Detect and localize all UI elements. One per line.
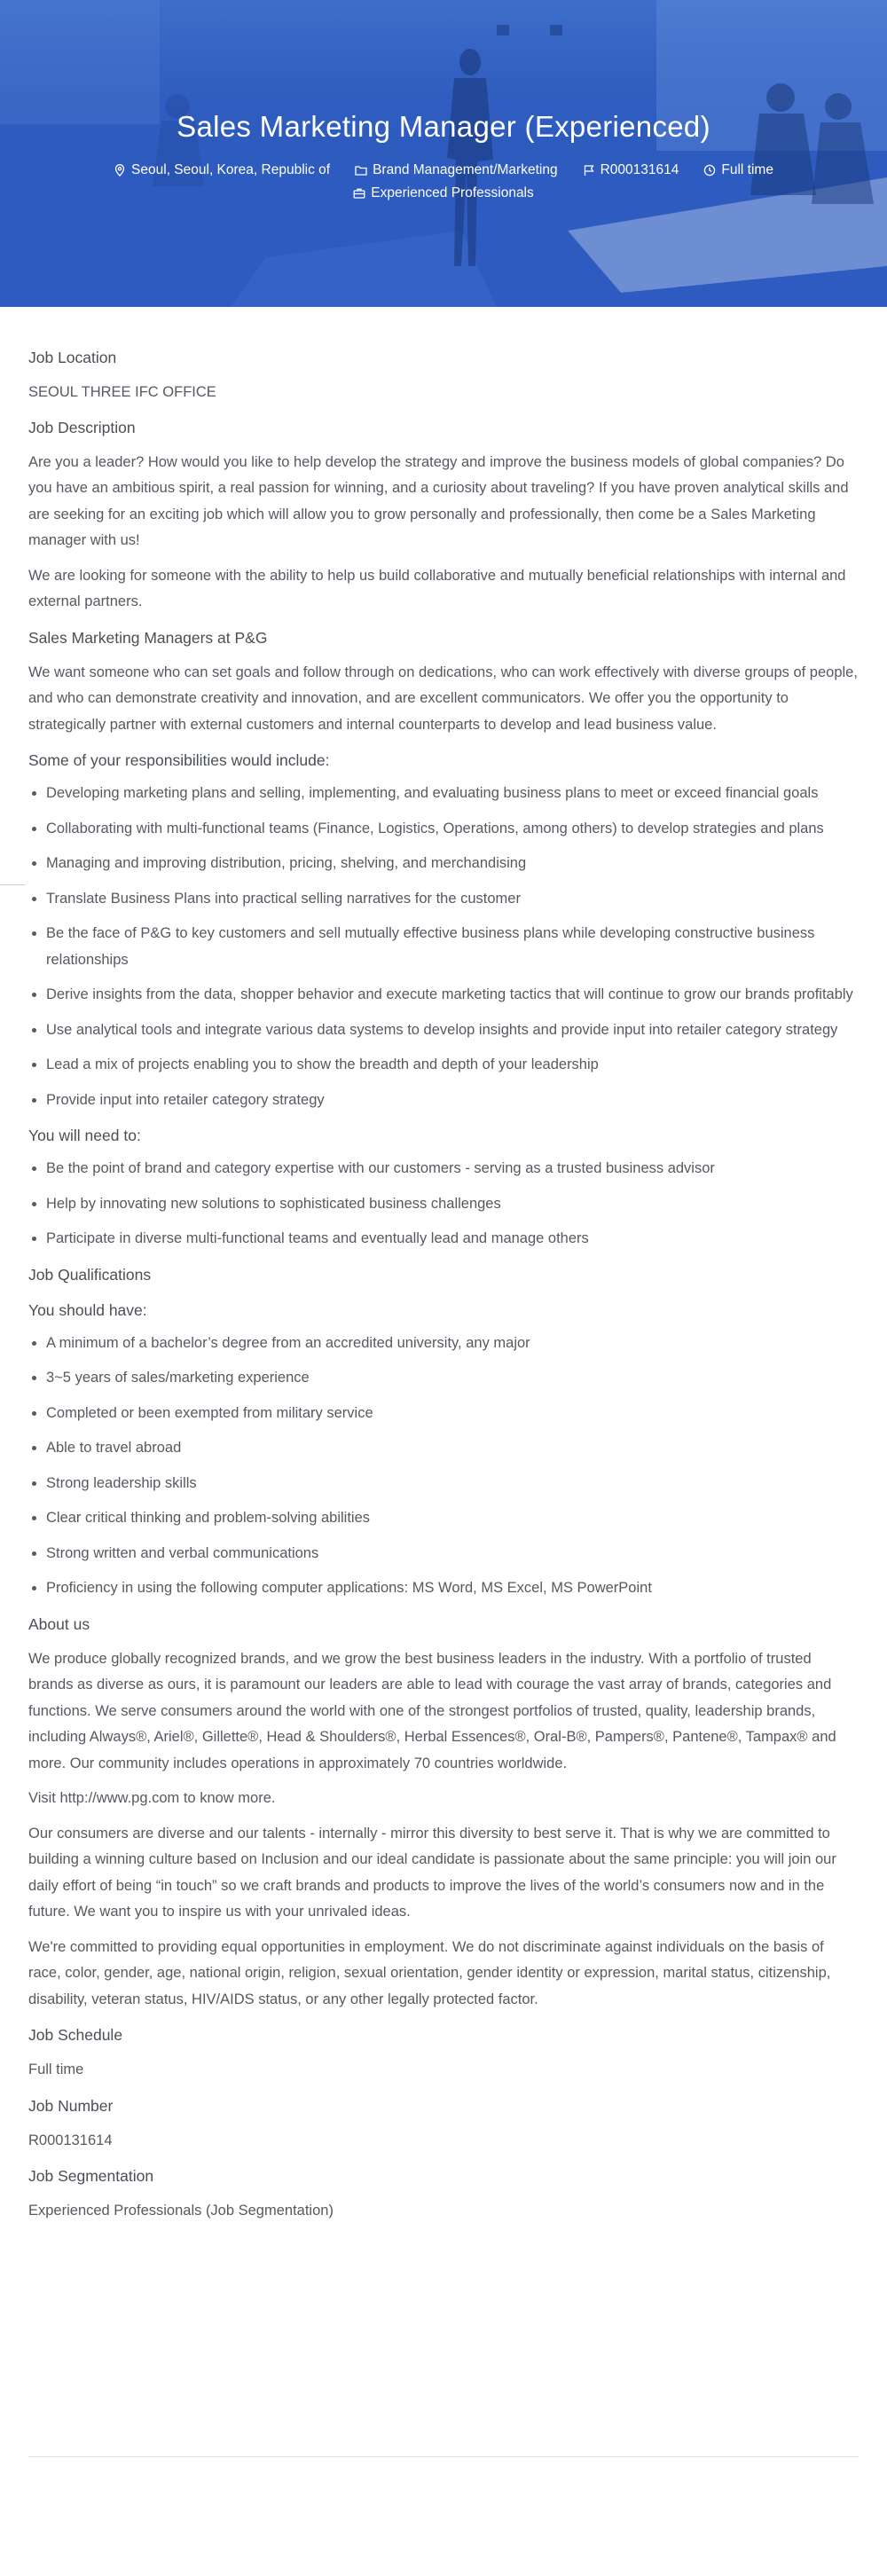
meta-job-id [583, 162, 679, 178]
list-item: • Strong written and verbal communications [46, 1541, 859, 1567]
location-text: Seoul, Seoul, Korea, Republic of [131, 162, 331, 177]
job-schedule-value: Full time [28, 2062, 84, 2077]
description-paragraph: Are you a leader? How would you like to help develop the strategy and improve the business models of global companies? Do you have an ambitious spirit, a real passion for winning, and a curiosity about traveling? If you have proven analytical skills and are seeking for an exciting job which will allow you to grow personally and professionally, then come be a Sales Marketing manager with us! [28, 453, 849, 548]
footer-divider [28, 2456, 859, 2457]
list-item: • Proficiency in using the following computer applications: MS Word, MS Excel, MS PowerPoint [46, 1575, 859, 1602]
job-id-text: R000131614 [600, 162, 679, 177]
location-pin-icon [114, 164, 126, 177]
list-item: • 3~5 years of sales/marketing experience [46, 1365, 859, 1392]
list-item: • Be the face of P&G to key customers and sell mutually effective business plans while developing constructive business relationships [46, 921, 859, 973]
should-have-heading: You should have: [28, 1300, 147, 1319]
meta-location [114, 162, 330, 178]
job-number-heading: Job Number [28, 2096, 114, 2115]
job-location-heading: Job Location [28, 349, 117, 366]
list-item: • Participate in diverse multi-functional teams and eventually lead and manage others [46, 1226, 859, 1253]
hero-background-photo [0, 0, 887, 307]
clock-icon [703, 164, 716, 177]
description-paragraph: We are looking for someone with the ability to help us build collaborative and mutually beneficial relationships with internal and external partners. [28, 567, 846, 609]
list-item: • Derive insights from the data, shopper behavior and execute marketing tactics that will continue to grow our brands profitably [46, 982, 859, 1009]
job-meta-row [0, 160, 887, 181]
responsibilities-heading: Some of your responsibilities would include: [28, 751, 330, 769]
flag-icon [583, 164, 595, 177]
job-details [28, 344, 859, 2225]
responsibilities-list [28, 781, 859, 1113]
list-item: • Managing and improving distribution, pricing, shelving, and merchandising [46, 851, 859, 877]
about-paragraph: We produce globally recognized brands, and we grow the best business leaders in the industry. With a portfolio of trusted brands as diverse as ours, it is paramount our leaders are able to lead with courage the vast array of brands, categories and functions. We serve consumers around the world with one of the strongest portfolios of trusted, quality, leadership brands, including Always®, Ariel®, Gillette®, Head & Shoulders®, Herbal Essences®, Oral-B®, Pampers®, Pantene®, Tampax® and more. Our community includes operations in approximately 70 countries worldwide. [28, 1650, 836, 1771]
list-item: • Strong leadership skills [46, 1471, 859, 1497]
job-qualifications-heading: Job Qualifications [28, 1265, 152, 1284]
list-item: • Completed or been exempted from military service [46, 1401, 859, 1427]
job-description-heading: Job Description [28, 418, 136, 436]
about-visit-link[interactable]: Visit http://www.pg.com to know more. [28, 1790, 276, 1806]
need-heading: You will need to: [28, 1127, 141, 1144]
job-segmentation-value: Experienced Professionals (Job Segmentation) [28, 2203, 334, 2219]
qualifications-list [28, 1331, 859, 1602]
schedule-text: Full time [721, 162, 773, 177]
needs-list [28, 1156, 859, 1253]
meta-level [353, 185, 534, 201]
list-item: • Be the point of brand and category expertise with our customers - serving as a trusted business advisor [46, 1156, 859, 1182]
smm-heading: Sales Marketing Managers at P&G [28, 628, 268, 647]
list-item: • Help by innovating new solutions to sophisticated business challenges [46, 1191, 859, 1218]
about-paragraph: Our consumers are diverse and our talents - internally - mirror this diversity to best serve it. That is why we are committed to building a winning culture based on Inclusion and our ideal candidate is passionate about the same principle: you will join our daily effort of being “in touch” so we craft brands and products to improve the lives of the world’s consumers now and in the future. We want you to inspire us with your unrivaled ideas. [28, 1825, 836, 1920]
list-item: • Collaborating with multi-functional teams (Finance, Logistics, Operations, among others) to develop strategies and plans [46, 816, 859, 843]
list-item: • Translate Business Plans into practical selling narratives for the customer [46, 886, 859, 913]
list-item: • A minimum of a bachelor’s degree from an accredited university, any major [46, 1331, 859, 1357]
list-item: • Clear critical thinking and problem-solving abilities [46, 1505, 859, 1532]
briefcase-icon [353, 187, 365, 200]
eeo-paragraph: We're committed to providing equal opportunities in employment. We do not discriminate against individuals on the basis of race, color, gender, age, national origin, religion, sexual orientation, gender identity or expression, marital status, citizenship, disability, veteran status, HIV/AIDS status, or any other legally protected factor. [28, 1938, 831, 2007]
job-location-value: SEOUL THREE IFC OFFICE [28, 384, 216, 400]
about-heading: About us [28, 1614, 90, 1633]
job-number-value: R000131614 [28, 2132, 113, 2148]
list-item: • Provide input into retailer category strategy [46, 1088, 859, 1114]
job-meta [0, 160, 887, 204]
divider-mark [0, 884, 25, 885]
job-meta-row-2 [0, 183, 887, 204]
meta-schedule [703, 162, 773, 178]
hero-banner [0, 0, 887, 307]
meta-category [355, 162, 558, 178]
category-text: Brand Management/Marketing [373, 162, 558, 177]
smm-paragraph: We want someone who can set goals and follow through on dedications, who can work effectively with diverse groups of people, and who can demonstrate creativity and innovation, and are excellent communicators. We offer you the opportunity to strategically partner with external customers and internal counterparts to develop and lead business value. [28, 664, 858, 733]
list-item: • Developing marketing plans and selling, implementing, and evaluating business plans to meet or exceed financial goals [46, 781, 859, 807]
level-text: Experienced Professionals [371, 185, 534, 200]
list-item: • Able to travel abroad [46, 1435, 859, 1462]
job-segmentation-heading: Job Segmentation [28, 2167, 154, 2185]
folder-icon [355, 164, 367, 177]
list-item: • Use analytical tools and integrate various data systems to develop insights and provide input into retailer category strategy [46, 1017, 859, 1044]
job-title: Sales Marketing Manager (Experienced) [177, 110, 710, 143]
job-schedule-heading: Job Schedule [28, 2026, 123, 2044]
list-item: • Lead a mix of projects enabling you to show the breadth and depth of your leadership [46, 1052, 859, 1079]
